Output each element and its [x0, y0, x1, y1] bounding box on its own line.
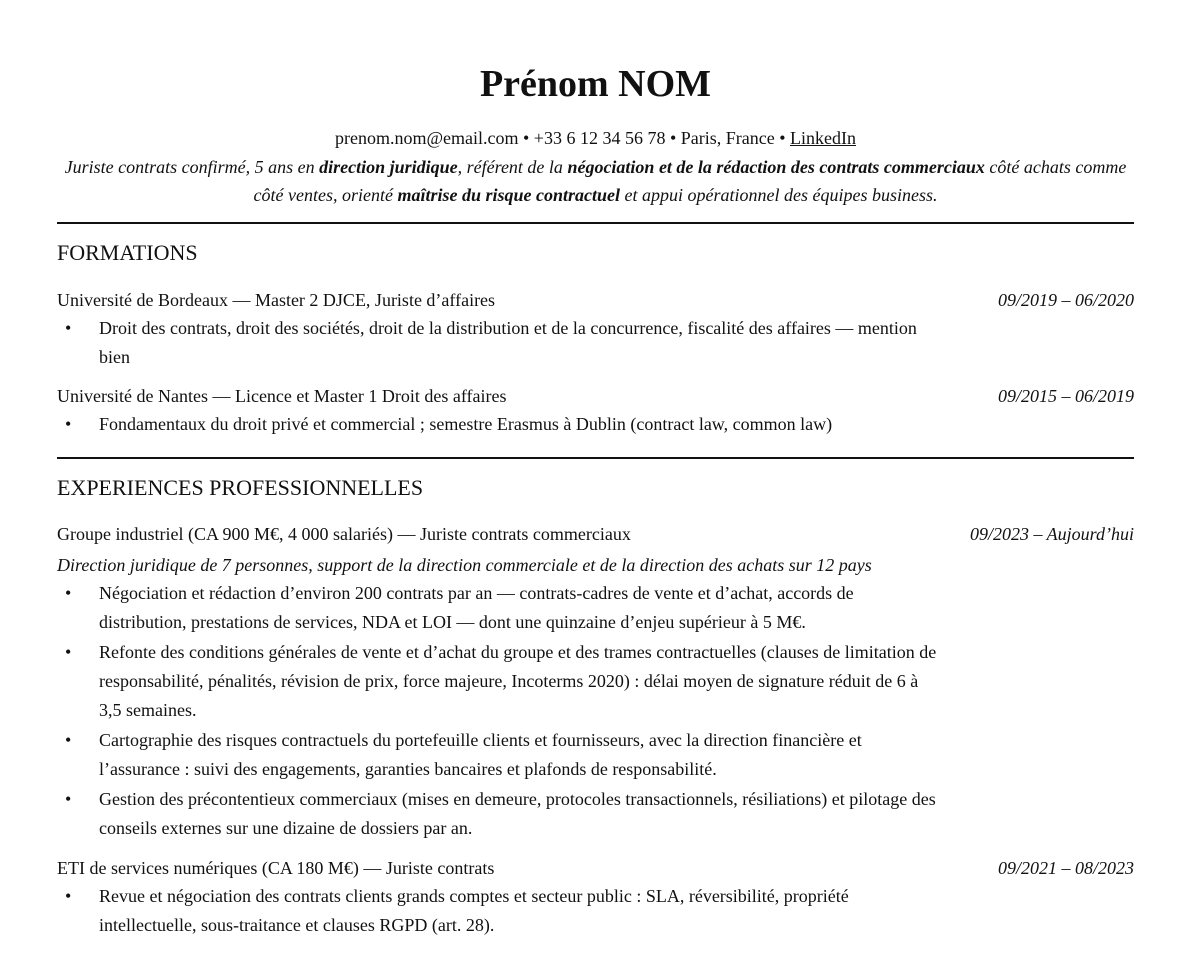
contact-text: prenom.nom@email.com • +33 6 12 34 56 78 • Paris, France •: [334, 128, 791, 148]
bullet-item: • Droit des contrats, droit des sociétés, droit de la distribution et de la concurrence, fiscalité des affaires — mention bien: [57, 314, 937, 372]
section-divider: [57, 457, 1134, 459]
candidate-name: Prénom NOM: [479, 63, 712, 105]
entry-header: [57, 854, 1134, 882]
bullet-item: • Cartographie des risques contractuels du portefeuille clients et fournisseurs, avec la direction financière et l’assurance : suivi des engagements, garanties bancaires et plafonds de responsabilité.: [57, 726, 937, 784]
experience-entry: [57, 854, 1134, 940]
linkedin-link[interactable]: LinkedIn: [790, 128, 857, 148]
entry-title: Université de Nantes — Licence et Master 1 Droit des affaires: [57, 386, 507, 406]
bullet-item: • Refonte des conditions générales de vente et d’achat du groupe et des trames contractuelles (clauses de limitation de responsabilité, pénalités, révision de prix, force majeure, Incoterms 2020) : délai moyen de signature réduit de 6 à 3,5 semaines.: [57, 638, 937, 725]
section-title-experiences: EXPERIENCES PROFESSIONNELLES: [57, 475, 424, 500]
entry-date: 09/2019 – 06/2020: [997, 290, 1134, 310]
entry-description: Direction juridique de 7 personnes, support de la direction commerciale et de la direction des achats sur 12 pays: [57, 555, 872, 575]
bullet-item: • Revue et négociation des contrats clients grands comptes et secteur public : SLA, réversibilité, propriété intellectuelle, sous-traitance et clauses RGPD (art. 28).: [57, 882, 937, 940]
bullet-list: [57, 579, 937, 843]
entry-title: Groupe industriel (CA 900 M€, 4 000 salariés) — Juriste contrats commerciaux: [57, 524, 631, 544]
section-title-formations: FORMATIONS: [57, 240, 198, 265]
entry-date: 09/2023 – Aujourd’hui: [969, 524, 1134, 544]
entry-date: 09/2015 – 06/2019: [997, 386, 1134, 406]
entry-header: [57, 382, 1134, 410]
entry-header: [57, 520, 1134, 548]
profile-summary: [57, 153, 1134, 209]
summary-text: côté achats comme côté ventes, orienté: [253, 157, 1127, 205]
entry-date: 09/2021 – 08/2023: [997, 858, 1134, 878]
section-divider: [57, 222, 1134, 224]
education-entry: [57, 286, 1134, 372]
entry-title: ETI de services numériques (CA 180 M€) — Juriste contrats: [57, 858, 495, 878]
bullet-item: • Gestion des précontentieux commerciaux (mises en demeure, protocoles transactionnels, résiliations) et pilotage des conseils externes sur une dizaine de dossiers par an.: [57, 785, 937, 843]
entry-title: Université de Bordeaux — Master 2 DJCE, Juriste d’affaires: [57, 290, 496, 310]
summary-emphasis: maîtrise du risque contractuel: [397, 185, 620, 205]
bullet-list: [57, 410, 937, 439]
experience-entry: [57, 520, 1134, 843]
bullet-list: [57, 882, 937, 940]
summary-text: , référent de la: [457, 157, 568, 177]
resume-page: [57, 0, 1134, 941]
summary-text: Juriste contrats confirmé, 5 ans en: [64, 157, 320, 177]
contact-line: [57, 126, 1134, 150]
education-entry: [57, 382, 1134, 439]
bullet-list: [57, 314, 937, 372]
bullet-item: • Négociation et rédaction d’environ 200 contrats par an — contrats-cadres de vente et d’achat, accords de distribution, prestations de services, NDA et LOI — dont une quinzaine d’enjeu supérieur à 5 M€.: [57, 579, 937, 637]
summary-text: et appui opérationnel des équipes business.: [620, 185, 938, 205]
entry-header: [57, 286, 1134, 314]
summary-emphasis: négociation et de la rédaction des contrats commerciaux: [567, 157, 985, 177]
summary-emphasis: direction juridique: [319, 157, 458, 177]
bullet-item: • Fondamentaux du droit privé et commercial ; semestre Erasmus à Dublin (contract law, common law): [57, 410, 937, 439]
